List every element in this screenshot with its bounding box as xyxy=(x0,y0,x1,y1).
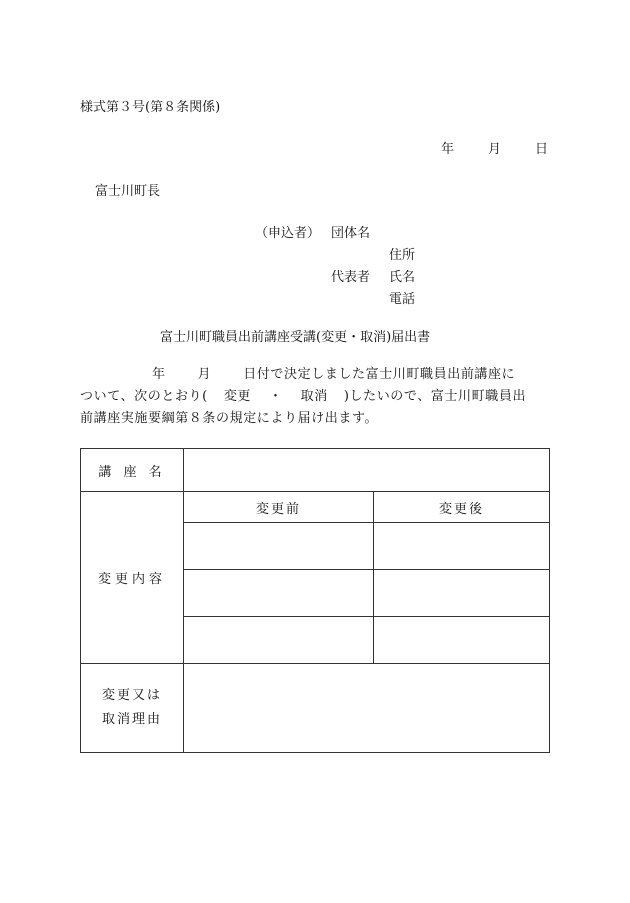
option-cancel: 取消 xyxy=(300,389,328,404)
after-field-3[interactable] xyxy=(374,617,550,664)
date-day-label: 日 xyxy=(534,142,548,157)
body-line-1 xyxy=(80,364,550,386)
address-label: 住所 xyxy=(389,248,416,263)
phone-label: 電話 xyxy=(389,292,416,307)
body-line-2-a: ついて、次のとおり( xyxy=(80,389,208,404)
reason-label xyxy=(81,664,184,753)
after-field-2[interactable] xyxy=(374,570,550,617)
org-name-label: 団体名 xyxy=(331,226,371,241)
body-line-2 xyxy=(80,386,550,408)
body-line-3: 前講座実施要綱第８条の規定により届け出ます。 xyxy=(80,411,379,426)
body-line-2-b: )したいので、富士川町職員出 xyxy=(343,389,527,404)
body-year: 年 xyxy=(152,367,166,382)
change-form-table xyxy=(80,448,550,753)
course-name-field[interactable] xyxy=(184,449,550,492)
document-title: 富士川町職員出前講座受講(変更・取消)届出書 xyxy=(160,330,431,345)
name-label: 氏名 xyxy=(389,270,416,285)
before-field-3[interactable] xyxy=(184,617,374,664)
body-line-1-rest: 日付で決定しました富士川町職員出前講座に xyxy=(243,367,516,382)
option-separator: ・ xyxy=(269,389,283,404)
after-header: 変更後 xyxy=(374,492,550,523)
reason-label-line-2: 取消理由 xyxy=(101,712,162,727)
representative-label: 代表者 xyxy=(331,270,371,285)
before-field-2[interactable] xyxy=(184,570,374,617)
option-change: 変更 xyxy=(223,389,252,404)
date-month-label: 月 xyxy=(487,142,501,157)
change-content-label: 変更内容 xyxy=(81,492,184,664)
addressee: 富士川町長 xyxy=(95,184,161,199)
date-line xyxy=(441,138,548,157)
course-name-label: 講 座 名 xyxy=(81,449,184,492)
date-year-label: 年 xyxy=(440,142,454,157)
before-field-1[interactable] xyxy=(184,523,374,570)
applicant-prefix: （申込者） xyxy=(255,226,321,241)
reason-field[interactable] xyxy=(184,664,550,753)
before-header: 変更前 xyxy=(184,492,374,523)
body-text xyxy=(80,364,550,430)
form-number: 様式第３号(第８条関係) xyxy=(80,100,221,115)
body-month: 月 xyxy=(197,367,212,382)
reason-label-line-1: 変更又は xyxy=(101,688,162,703)
after-field-1[interactable] xyxy=(374,523,550,570)
